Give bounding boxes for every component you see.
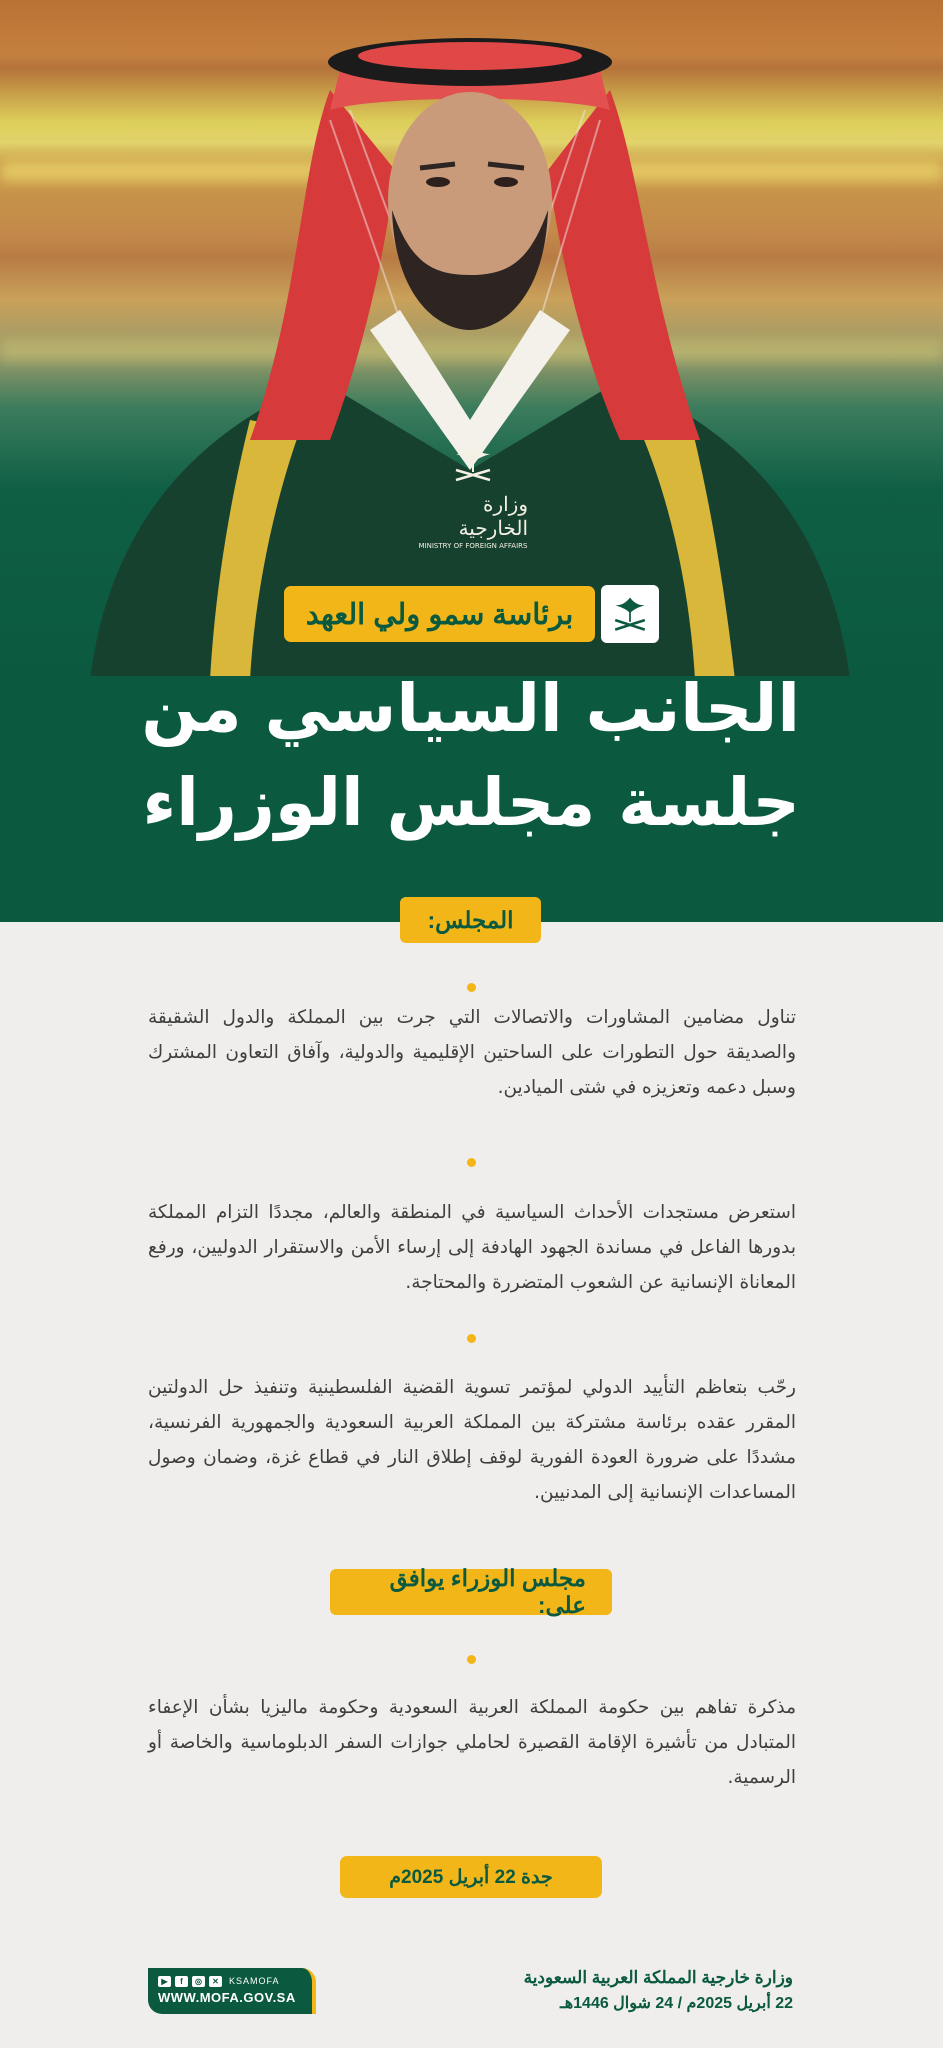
footer-social-card	[148, 1968, 316, 2014]
council-heading: المجلس:	[400, 897, 541, 943]
approvals-heading: مجلس الوزراء يوافق على:	[330, 1569, 612, 1615]
footer-date: 22 أبريل 2025م / 24 شوال 1446هـ	[560, 1995, 793, 2012]
council-item: رحّب بتعاظم التأييد الدولي لمؤتمر تسوية القضية الفلسطينية وتنفيذ حل الدولتين المقرر عقده برئاسة مشتركة بين المملكة العربية السعودية والجمهورية الفرنسية، مشددًا على ضرورة العودة الفورية لوقف إطلاق النار في قطاع غزة، وضمان وصول المساعدات الإنسانية إلى المدنيين.	[148, 1377, 796, 1503]
saudi-emblem-box	[601, 585, 659, 643]
title-line-2: جلسة مجلس الوزراء	[142, 764, 800, 841]
council-item: استعرض مستجدات الأحداث السياسية في المنطقة والعالم، مجددًا التزام المملكة بدورها الفاعل في مساندة الجهود الهادفة إلى إرساء الأمن والاستقرار الدوليين، ورفع المعاناة الإنسانية عن الشعوب المتضررة والمحتاجة.	[148, 1202, 796, 1293]
bullet-icon	[467, 1655, 476, 1664]
palm-swords-icon	[450, 442, 496, 486]
approval-item: مذكرة تفاهم بين حكومة المملكة العربية السعودية وحكومة ماليزيا بشأن الإعفاء المتبادل من تأشيرة الإقامة القصيرة لحاملي جوازات السفر الدبلوماسية والخاصة أو الرسمية.	[148, 1697, 796, 1788]
date-badge: جدة 22 أبريل 2025م	[340, 1856, 602, 1898]
hero-photo	[0, 0, 943, 680]
footer-org-info	[524, 1965, 793, 2017]
presidency-label: برئاسة سمو ولي العهد	[284, 586, 596, 642]
crown-prince-portrait	[0, 0, 943, 680]
mofa-watermark	[418, 442, 528, 552]
mofa-name-ar: وزارة الخارجية	[458, 492, 528, 540]
bullet-icon	[467, 1158, 476, 1167]
bullet-icon	[467, 1334, 476, 1343]
x-icon[interactable]: ✕	[209, 1976, 222, 1987]
website-link[interactable]: WWW.MOFA.GOV.SA	[158, 1990, 296, 2005]
facebook-icon[interactable]: f	[175, 1976, 188, 1987]
youtube-icon[interactable]: ▶	[158, 1976, 171, 1987]
social-handle[interactable]: KSAMOFA	[229, 1976, 280, 1986]
council-item: تناول مضامين المشاورات والاتصالات التي جرت بين المملكة والدول الشقيقة والصديقة حول التطورات على الساحتين الإقليمية والدولية، وآفاق التعاون المشترك وسبل دعمه وتعزيزه في شتى الميادين.	[148, 1007, 796, 1098]
instagram-icon[interactable]: ◎	[192, 1976, 205, 1987]
presidency-badge	[0, 585, 943, 643]
title-line-1: الجانب السياسي من	[141, 670, 800, 747]
page-title	[110, 662, 800, 850]
bullet-icon	[467, 983, 476, 992]
mofa-name-en: MINISTRY OF FOREIGN AFFAIRS	[418, 542, 528, 550]
footer-org-name: وزارة خارجية المملكة العربية السعودية	[523, 1968, 793, 1987]
saudi-emblem-icon	[610, 594, 650, 634]
